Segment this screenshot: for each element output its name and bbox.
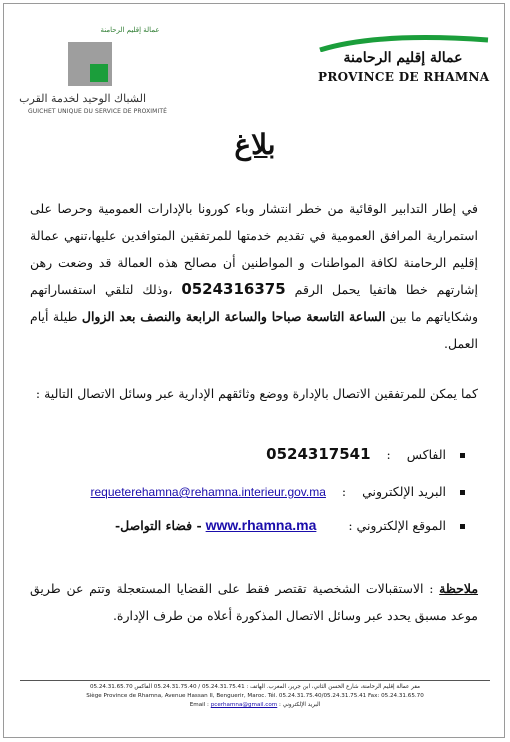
logo-top-text: عمالة إقليم الرحامنة bbox=[100, 26, 160, 34]
email-label: البريد الإلكتروني bbox=[362, 484, 447, 499]
fax-label: الفاكس bbox=[406, 447, 447, 462]
document-title: بلاغ bbox=[234, 128, 276, 161]
contact-email-row bbox=[91, 481, 466, 503]
logo-green-square bbox=[90, 64, 108, 82]
logo-name-arabic: الشباك الوحيد لخدمة القرب bbox=[19, 92, 146, 105]
province-logo bbox=[318, 30, 490, 90]
website-label: الموقع الإلكتروني : bbox=[348, 518, 447, 533]
footer-email-link[interactable]: pcerhamna@gmail.com bbox=[210, 702, 278, 708]
colon: : bbox=[386, 447, 391, 462]
office-hours: الساعة التاسعة صباحا والساعة الرابعة والنصف بعد الزوال bbox=[81, 309, 386, 324]
paragraph-text-1: في إطار التدابير الوقائية من خطر انتشار وباء كورونا بالإدارات العمومية وحرصا على استمرارية المرافق العمومية في تقديم خدمتها للمرتفقين المتوافدين عليها،تنهي عمالة إقليم الرحامنة لكافة المواطنات و المواطنين أن مصالح هذه العمالة قد وضعت رهن إشارتهم خطا هاتفيا يحمل الرقم bbox=[30, 201, 478, 297]
fax-number: 0524317541 bbox=[266, 445, 371, 463]
province-name-french: PROVINCE DE RHAMNA bbox=[318, 70, 490, 84]
contact-intro-paragraph: كما يمكن للمرتفقين الاتصال بالإدارة ووضع وثائقهم الإدارية عبر وسائل الاتصال التالية : bbox=[35, 386, 478, 401]
contact-fax-row bbox=[266, 443, 465, 465]
website-tail: - فضاء التواصل- bbox=[114, 518, 202, 533]
paragraph-text-2: ،وذلك لتلقي استفساراتهم وشكاياتهم ما بين bbox=[30, 282, 478, 324]
note-paragraph bbox=[30, 575, 478, 629]
footer-address-french: Siège Province de Rhamna, Avenue Hassan II, Benguerir, Maroc. Tél. 05.24.31.75.40/05.24.31.75.41 Fax: 05.24.31.65.70 bbox=[86, 693, 424, 699]
bullet-icon bbox=[460, 524, 465, 529]
footer-email-line bbox=[20, 701, 490, 710]
website-link[interactable]: www.rhamna.ma bbox=[205, 517, 317, 533]
footer-address-arabic: مقر عمالة إقليم الرحامنة، شارع الحسن الثاني، ابن جرير، المغرب. الهاتف : 05.24.31.75.41 / 05.24.31.75.40 الفاكس 05.24.31.65.70 bbox=[89, 684, 421, 690]
note-label: ملاحظة bbox=[439, 581, 479, 596]
paragraph-text-3: طيلة أيام العمل. bbox=[30, 309, 478, 351]
announcement-paragraph bbox=[30, 195, 478, 357]
bullet-icon bbox=[460, 453, 465, 458]
province-name-arabic: عمالة إقليم الرحامنة bbox=[343, 50, 463, 66]
bullet-icon bbox=[460, 490, 465, 495]
logo-name-french: GUICHET UNIQUE DU SERVICE DE PROXIMITÉ bbox=[28, 108, 167, 115]
email-link[interactable]: requeterehamna@rehamna.interieur.gov.ma bbox=[90, 485, 326, 499]
colon: : bbox=[341, 484, 347, 499]
contact-website-row bbox=[115, 514, 465, 536]
footer bbox=[20, 680, 490, 710]
hotline-number: 0524316375 bbox=[181, 280, 286, 298]
guichet-unique-logo bbox=[19, 20, 168, 130]
note-text: : الاستقبالات الشخصية تقتصر فقط على القضايا المستعجلة وتتم عن طريق موعد مسبق يحدد عبر وسائل الاتصال المذكورة أعلاه من طرف الإدارة. bbox=[30, 581, 478, 623]
province-arc-icon bbox=[318, 30, 490, 52]
footer-email-label: Email : bbox=[189, 702, 209, 708]
footer-email-label-ar: : البريد الإلكتروني bbox=[279, 702, 321, 708]
